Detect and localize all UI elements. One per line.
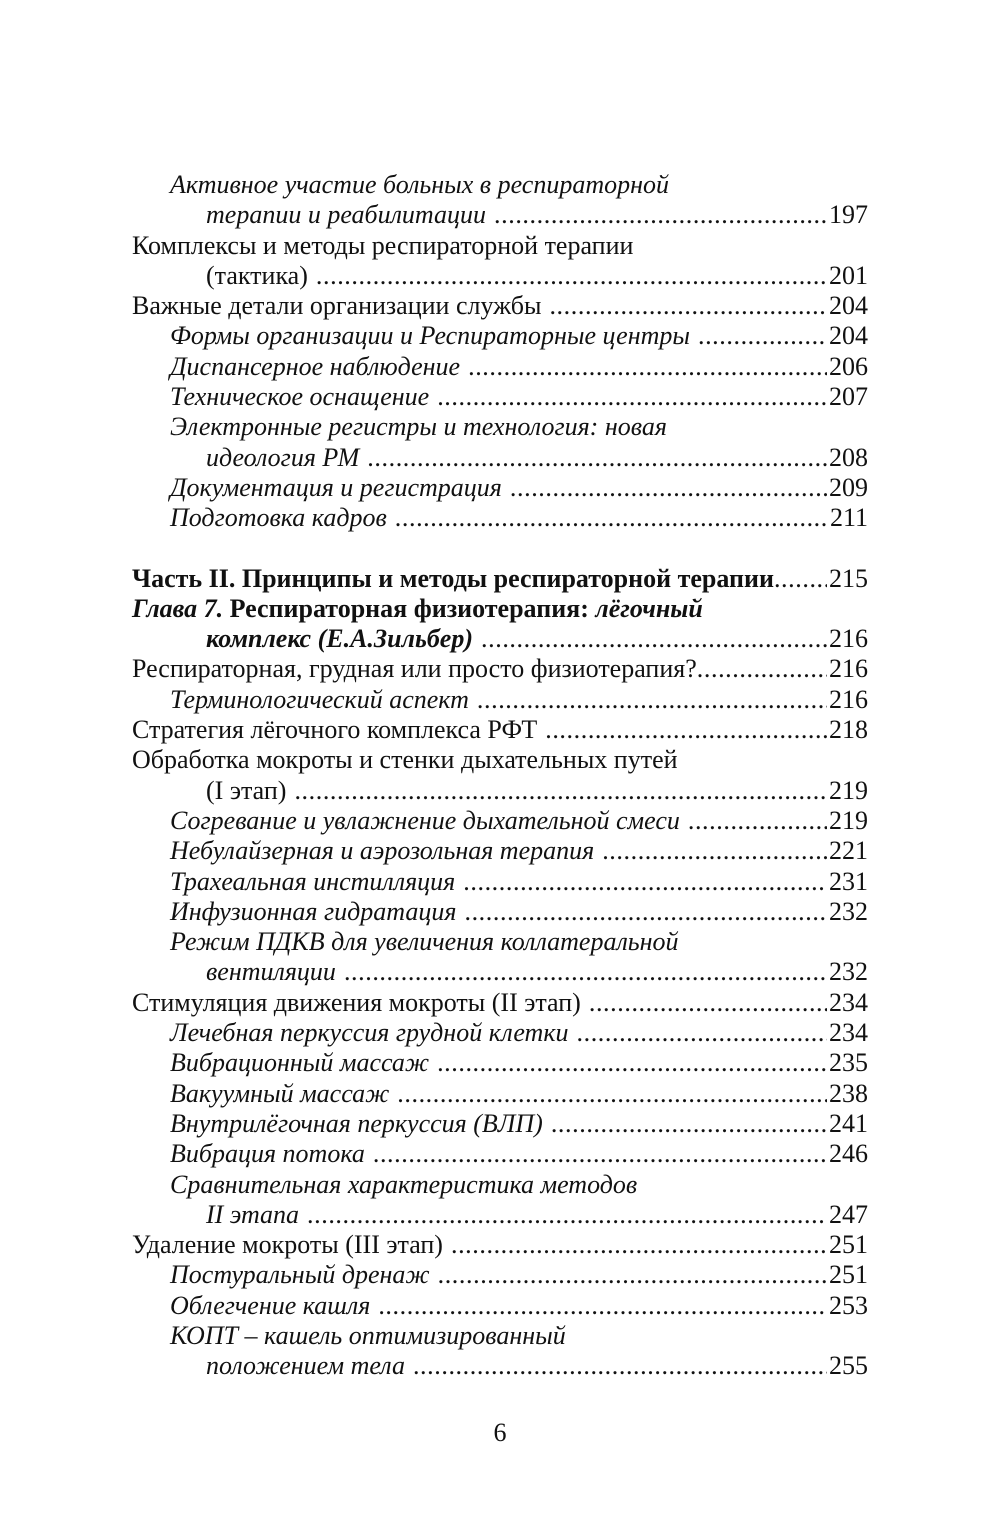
toc-entry-title: Формы организации и Респираторные центры — [170, 321, 690, 351]
toc-entry-title: Согревание и увлажнение дыхательной смеси — [170, 805, 680, 835]
toc-entry-page-number: 221 — [829, 836, 868, 866]
toc-entry[interactable] — [132, 685, 868, 715]
toc-entry-line — [170, 867, 868, 897]
toc-entry-title: Стимуляция движения мокроты (II этап) — [132, 987, 581, 1017]
toc-entry-title-line-1 — [170, 1321, 868, 1351]
toc-entry-line — [170, 836, 868, 866]
toc-entry-page-number: 208 — [829, 442, 868, 472]
toc-entry-line — [132, 988, 868, 1018]
toc-entry-line — [170, 382, 868, 412]
dot-leader — [697, 654, 827, 684]
toc-entry-title-part-1: Активное участие больных в респираторной — [170, 170, 670, 199]
toc-entry-title-part-1: Комплексы и методы респираторной терапии — [132, 230, 634, 260]
toc-entry-line — [170, 806, 868, 836]
toc-entry-title: Вакуумный массаж — [170, 1078, 390, 1108]
dot-leader — [774, 564, 827, 594]
toc-entry-title-part-1: Обработка мокроты и стенки дыхательных путей — [132, 745, 678, 775]
dot-leader — [549, 291, 827, 321]
toc-entry-title: Постуральный дренаж — [170, 1260, 430, 1290]
toc-entry-title: Важные детали организации службы — [132, 291, 542, 321]
toc-entry-line — [170, 957, 868, 987]
toc-entry-page-number: 219 — [829, 775, 868, 805]
dot-leader — [413, 1351, 827, 1381]
toc-entry[interactable] — [132, 1109, 868, 1139]
toc-entry-line — [132, 624, 868, 654]
toc-entry[interactable] — [132, 231, 868, 292]
page-number: 6 — [493, 1418, 507, 1447]
toc-entry[interactable] — [132, 1139, 868, 1169]
toc-entry-title: Внутрилёгочная перкуссия (ВЛП) — [170, 1108, 543, 1138]
toc-entry-title: Лечебная перкуссия грудной клетки — [170, 1018, 569, 1048]
toc-entry-line — [132, 715, 868, 745]
toc-entry[interactable] — [132, 412, 868, 473]
toc-entry-line — [132, 776, 868, 806]
toc-entry-line — [170, 1291, 868, 1321]
dot-leader — [438, 1260, 827, 1290]
toc-entry-line — [170, 1109, 868, 1139]
toc-entry-line — [170, 1079, 868, 1109]
dot-leader — [367, 443, 827, 473]
toc-entry-page-number: 216 — [829, 624, 868, 654]
dot-leader — [464, 897, 827, 927]
dot-leader — [545, 715, 827, 745]
toc-entry-title: Трахеальная инстилляция — [170, 866, 456, 896]
toc-entry-page-number: 234 — [829, 1018, 868, 1048]
toc-entry-page-number: 197 — [829, 200, 868, 230]
toc-entry[interactable] — [132, 715, 868, 745]
dot-leader — [698, 321, 827, 351]
toc-entry-title: (I этап) — [206, 775, 287, 805]
toc-entry-title: Часть II. Принципы и методы респираторной терапии — [132, 563, 774, 593]
toc-entry-line — [170, 443, 868, 473]
toc-entry-title: терапии и реабилитации — [206, 200, 487, 230]
toc-entry[interactable] — [132, 1291, 868, 1321]
toc-entry-title: Подготовка кадров — [170, 503, 387, 533]
toc-entry[interactable] — [132, 927, 868, 988]
toc-entry-line — [170, 200, 868, 230]
toc-entry-title-line-1 — [170, 170, 868, 200]
toc-entry-title: Документация и регистрация — [170, 472, 502, 502]
toc-entry-page-number: 211 — [829, 503, 868, 533]
toc-entry-title-line-1 — [132, 594, 868, 624]
dot-leader — [378, 1291, 827, 1321]
toc-entry[interactable] — [132, 594, 868, 655]
toc-entry-title: (тактика) — [206, 260, 308, 290]
toc-entry-page-number: 219 — [829, 805, 868, 835]
toc-entry-page-number: 251 — [829, 1260, 868, 1290]
toc-entry-line — [170, 1139, 868, 1169]
dot-leader — [577, 1018, 828, 1048]
toc-entry-line — [132, 1230, 868, 1260]
dot-leader — [510, 473, 827, 503]
toc-entry-line — [170, 685, 868, 715]
dot-leader — [294, 776, 827, 806]
toc-entry-title: Удаление мокроты (III этап) — [132, 1230, 443, 1260]
dot-leader — [373, 1139, 827, 1169]
toc-entry-title: Техническое оснащение — [170, 382, 430, 412]
chapter-label: Глава 7. — [132, 593, 224, 623]
toc-entry[interactable] — [132, 503, 868, 533]
toc-entry-page-number: 216 — [829, 684, 868, 714]
toc-entry-title-line-1 — [170, 1170, 868, 1200]
toc-entry-title-line-1 — [132, 231, 868, 261]
dot-leader — [589, 988, 827, 1018]
toc-entry-page-number: 247 — [829, 1199, 868, 1229]
toc-entry-page-number: 216 — [829, 654, 868, 684]
toc-entry-title: вентиляции — [206, 957, 336, 987]
toc-entry[interactable] — [132, 1230, 868, 1260]
toc-entry-title: Респираторная, грудная или просто физиотерапия? — [132, 654, 697, 684]
dot-leader — [468, 352, 827, 382]
toc-entry-page-number: 215 — [829, 563, 868, 593]
toc-entry-page-number: 206 — [829, 351, 868, 381]
toc-entry-title: Небулайзерная и аэрозольная терапия — [170, 836, 595, 866]
toc-entry-page-number: 231 — [829, 866, 868, 896]
toc-entry-title-part-1: лёгочный — [595, 593, 703, 623]
dot-leader — [602, 836, 827, 866]
toc-entry[interactable] — [132, 352, 868, 382]
dot-leader — [395, 503, 828, 533]
toc-entry-page-number: 234 — [829, 987, 868, 1017]
toc-entry[interactable] — [132, 473, 868, 503]
toc-entry[interactable] — [132, 564, 868, 594]
toc-entry-page-number: 209 — [829, 472, 868, 502]
toc-entry-line — [132, 564, 868, 594]
toc-entry[interactable] — [132, 1321, 868, 1382]
toc-entry-line — [170, 321, 868, 351]
toc-entry-title: Вибрация потока — [170, 1139, 365, 1169]
toc-entry-title: Терминологический аспект — [170, 684, 469, 714]
toc-entry[interactable] — [132, 1048, 868, 1078]
toc-entry-line — [170, 503, 868, 533]
toc-entry-title-part-1: КОПТ – кашель оптимизированный — [170, 1320, 566, 1350]
toc-entry-title: Диспансерное наблюдение — [170, 351, 461, 381]
toc-entry[interactable] — [132, 988, 868, 1018]
toc-entry-line — [170, 1260, 868, 1290]
dot-leader — [494, 200, 827, 230]
toc-entry-page-number: 241 — [829, 1108, 868, 1138]
dot-leader — [451, 1230, 827, 1260]
toc-entry-title-part-1: Сравнительная характеристика методов — [170, 1169, 638, 1199]
toc-entry-line — [170, 1200, 868, 1230]
toc-entry-title: положением тела — [206, 1351, 405, 1381]
toc-entry[interactable] — [132, 867, 868, 897]
toc-entry-title-part-1: Электронные регистры и технология: новая — [170, 412, 667, 442]
toc-entry-page-number: 255 — [829, 1351, 868, 1381]
dot-leader — [397, 1079, 827, 1109]
dot-leader — [316, 261, 827, 291]
toc-entry-page-number: 253 — [829, 1290, 868, 1320]
toc-entry[interactable] — [132, 745, 868, 806]
toc-entry-page-number: 232 — [829, 957, 868, 987]
toc-entry-line — [170, 1351, 868, 1381]
toc-entry[interactable] — [132, 806, 868, 836]
toc-entry-line — [170, 1018, 868, 1048]
dot-leader — [437, 1048, 827, 1078]
toc-entry-page-number: 207 — [829, 382, 868, 412]
dot-leader — [551, 1109, 827, 1139]
toc-entry[interactable] — [132, 1018, 868, 1048]
toc-entry-page-number: 251 — [829, 1230, 868, 1260]
toc-entry[interactable] — [132, 1079, 868, 1109]
toc-entry-page-number: 235 — [829, 1048, 868, 1078]
toc-entry-line — [170, 1048, 868, 1078]
toc-entry-title-line-1 — [170, 927, 868, 957]
chapter-title-part: Респираторная физиотерапия: — [229, 593, 589, 623]
toc-entry-title-part-1: Режим ПДКВ для увеличения коллатеральной — [170, 927, 679, 957]
toc-entry-page-number: 218 — [829, 715, 868, 745]
toc-entry-line — [170, 352, 868, 382]
toc-entry[interactable] — [132, 170, 868, 231]
toc-entry-title-line-1 — [132, 745, 868, 775]
toc-entry-line — [170, 473, 868, 503]
dot-leader — [307, 1200, 827, 1230]
toc-entry-page-number: 232 — [829, 896, 868, 926]
table-of-contents — [132, 170, 868, 1382]
dot-leader — [481, 624, 827, 654]
toc-entry-line — [132, 291, 868, 321]
toc-entry-title: II этапа — [206, 1199, 300, 1229]
toc-entry-title: Вибрационный массаж — [170, 1048, 430, 1078]
toc-entry-page-number: 204 — [829, 321, 868, 351]
toc-entry-page-number: 238 — [829, 1078, 868, 1108]
toc-entry-line — [132, 654, 868, 684]
dot-leader — [477, 685, 827, 715]
toc-entry-page-number: 246 — [829, 1139, 868, 1169]
dot-leader — [344, 957, 827, 987]
dot-leader — [688, 806, 827, 836]
toc-entry-line — [132, 261, 868, 291]
toc-entry-title: комплекс (Е.А.Зильбер) — [206, 624, 474, 654]
toc-entry-title: Инфузионная гидратация — [170, 896, 457, 926]
dot-leader — [437, 382, 827, 412]
toc-entry[interactable] — [132, 836, 868, 866]
toc-entry-title: Облегчение кашля — [170, 1290, 371, 1320]
toc-entry-title-line-1 — [170, 412, 868, 442]
toc-entry-title: Стратегия лёгочного комплекса РФТ — [132, 715, 538, 745]
toc-entry[interactable] — [132, 654, 868, 684]
toc-entry[interactable] — [132, 291, 868, 321]
toc-entry[interactable] — [132, 1260, 868, 1290]
toc-entry-line — [170, 897, 868, 927]
toc-entry[interactable] — [132, 382, 868, 412]
toc-entry[interactable] — [132, 1170, 868, 1231]
toc-entry-page-number: 204 — [829, 291, 868, 321]
toc-entry[interactable] — [132, 321, 868, 351]
toc-entry-title: идеология РМ — [206, 442, 360, 472]
dot-leader — [463, 867, 827, 897]
toc-entry[interactable] — [132, 897, 868, 927]
toc-entry-page-number: 201 — [829, 260, 868, 290]
